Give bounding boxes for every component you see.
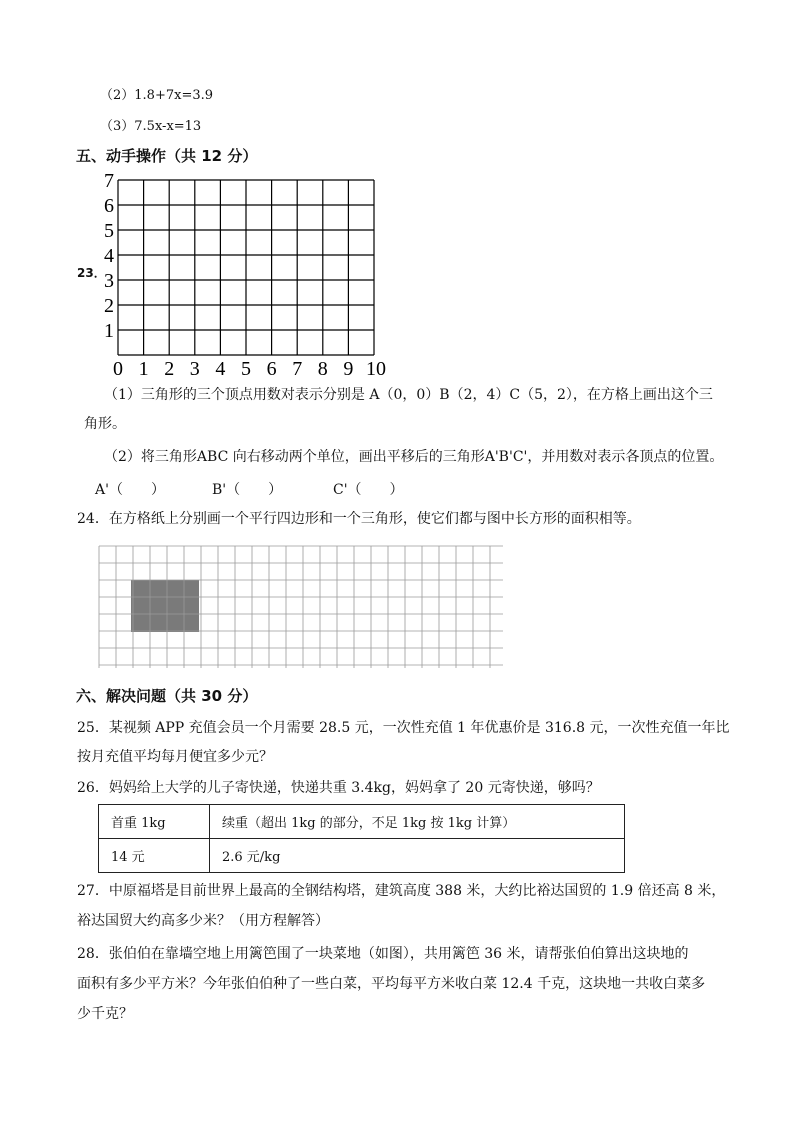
x-tick-label: 7 <box>292 358 303 378</box>
q28-line3: 少千克？ <box>77 1006 133 1022</box>
q28-line1: 28．张伯伯在靠墙空地上用篱笆围了一块菜地（如图），共用篱笆 36 米，请帮张伯伯算出这块地的 <box>77 946 689 962</box>
answer-a-prime[interactable]: A'（ ） <box>95 482 165 498</box>
x-tick-label: 4 <box>215 358 226 378</box>
q23-part2: （2）将三角形ABC 向右移动两个单位，画出平移后的三角形A'B'C'，并用数对表示各顶点的位置。 <box>104 449 724 465</box>
section-5-heading: 五、动手操作（共 12 分） <box>76 147 258 165</box>
y-tick-label: 5 <box>104 220 114 242</box>
answer-c-prime[interactable]: C'（ ） <box>333 482 404 498</box>
q27-line2: 裕达国贸大约高多少米？（用方程解答） <box>77 913 329 929</box>
y-tick-label: 1 <box>104 320 114 342</box>
q27-line1: 27．中原福塔是目前世界上最高的全钢结构塔，建筑高度 388 米，大约比裕达国贸的 1.9 倍还高 8 米， <box>77 883 726 899</box>
x-tick-label: 6 <box>266 358 277 378</box>
y-tick-label: 2 <box>104 295 114 317</box>
x-tick-label: 2 <box>164 358 175 378</box>
x-tick-label: 0 <box>113 358 123 378</box>
equation-2: （2）1.8+7x=3.9 <box>100 88 214 103</box>
table-row <box>99 805 625 839</box>
table-cell: 续重（超出 1kg 的部分，不足 1kg 按 1kg 计算） <box>210 805 625 839</box>
q28-line2: 面积有多少平方米？今年张伯伯种了一些白菜，平均每平方米收白菜 12.4 千克，这块地一共收白菜多 <box>77 976 706 992</box>
q25-line2: 按月充值平均每月便宜多少元？ <box>77 749 273 765</box>
y-tick-label: 6 <box>104 195 114 217</box>
equation-3: （3）7.5x-x=13 <box>100 119 202 134</box>
table-row <box>99 839 625 873</box>
q24-text: 24．在方格纸上分别画一个平行四边形和一个三角形，使它们都与图中长方形的面积相等。 <box>77 511 641 527</box>
q23-part1-line1: （1）三角形的三个顶点用数对表示分别是 A（0，0）B（2，4）C（5，2），在方格上画出这个三 <box>104 387 713 403</box>
x-tick-label: 5 <box>241 358 251 378</box>
graph-paper-figure[interactable] <box>95 542 505 672</box>
section-6-heading: 六、解决问题（共 30 分） <box>76 687 258 705</box>
q23-part1-line2: 角形。 <box>84 416 126 432</box>
x-tick-label: 3 <box>189 358 200 378</box>
x-tick-label: 9 <box>343 358 354 378</box>
q25-line1: 25．某视频 APP 充值会员一个月需要 28.5 元，一次性充值 1 年优惠价是 316.8 元，一次性充值一年比 <box>77 720 730 736</box>
answer-b-prime[interactable]: B'（ ） <box>212 482 283 498</box>
table-cell: 2.6 元/kg <box>210 839 625 873</box>
x-tick-label: 10 <box>366 358 386 378</box>
coordinate-grid[interactable] <box>90 168 390 378</box>
shipping-fee-table <box>98 804 625 873</box>
x-tick-label: 8 <box>317 358 328 378</box>
y-tick-label: 4 <box>104 245 114 267</box>
q26-text: 26．妈妈给上大学的儿子寄快递，快递共重 3.4kg，妈妈拿了 20 元寄快递，够吗？ <box>77 780 600 796</box>
table-cell: 首重 1kg <box>99 805 210 839</box>
table-cell: 14 元 <box>99 839 210 873</box>
y-tick-label: 3 <box>104 270 114 292</box>
shaded-rectangle <box>131 580 199 632</box>
q23-number: 23． <box>77 266 106 280</box>
y-tick-label: 7 <box>104 170 114 192</box>
x-tick-label: 1 <box>138 358 149 378</box>
